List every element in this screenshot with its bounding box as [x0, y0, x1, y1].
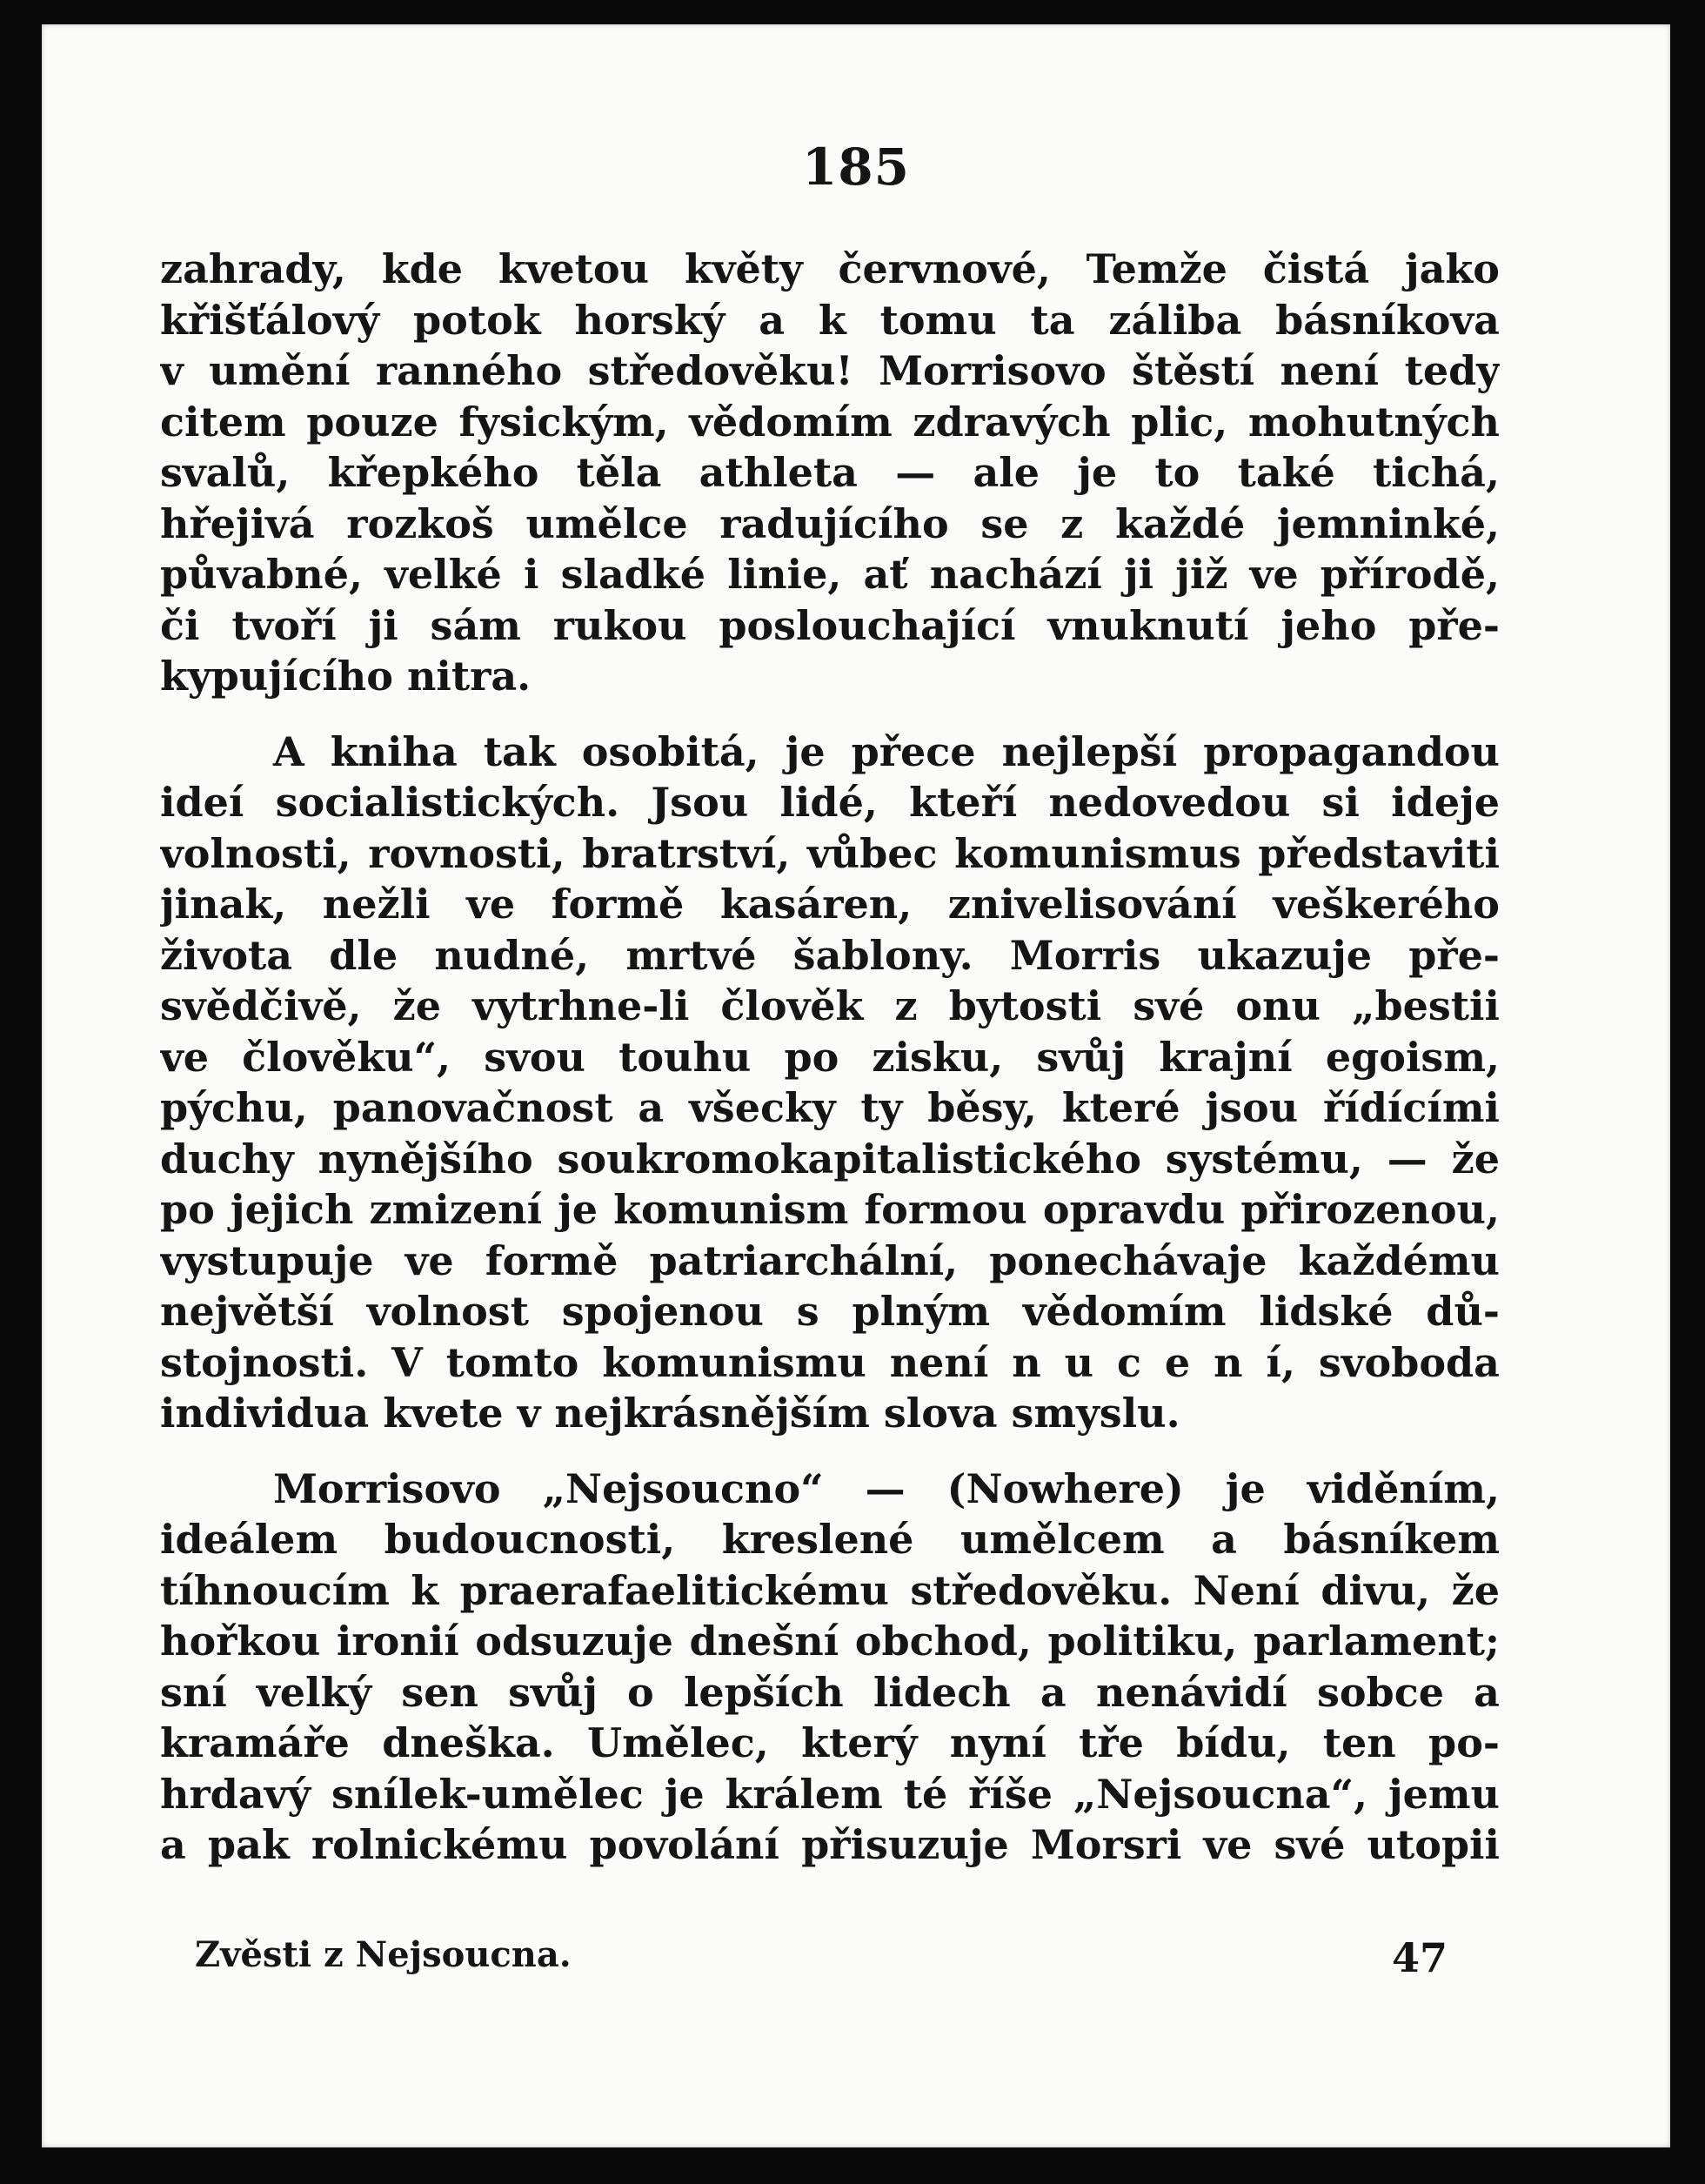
- text-line: individua kvete v nejkrásnějším slova smyslu.: [160, 1390, 1180, 1437]
- text-line: svalů, křepkého těla athleta — ale je to také tichá,: [160, 449, 1500, 496]
- text-line: hořkou ironií odsuzuje dnešní obchod, politiku, parlament;: [160, 1618, 1500, 1665]
- text-line: sní velký sen svůj o lepších lidech a nenávidí sobce a: [160, 1668, 1500, 1716]
- signature-mark: Zvěsti z Nejsoucna.: [195, 1934, 572, 1975]
- text-line: jinak, nežli ve formě kasáren, znivelisování veškerého: [160, 881, 1500, 928]
- text-line: největší volnost spojenou s plným vědomím lidské dů-: [160, 1288, 1500, 1335]
- text-line: volnosti, rovnosti, bratrství, vůbec komunismus představiti: [160, 829, 1500, 877]
- text-line: křišťálový potok horský a k tomu ta záliba básníkova: [160, 296, 1500, 344]
- text-line: ve člověku“, svou touhu po zisku, svůj krajní egoism,: [160, 1033, 1500, 1081]
- text-line: půvabné, velké i sladké linie, ať nachází ji již ve přírodě,: [160, 551, 1500, 598]
- paragraph: [160, 1464, 1500, 1871]
- text-line: svědčivě, že vytrhne-li člověk z bytosti své onu „bestii: [160, 982, 1500, 1029]
- text-line: v umění ranného středověku! Morrisovo štěstí není tedy: [160, 347, 1500, 394]
- text-line: hrdavý snílek-umělec je králem té říše „Nejsoucna“, jemu: [160, 1770, 1500, 1818]
- text-line: ideálem budoucnosti, kreslené umělcem a básníkem: [160, 1516, 1500, 1563]
- page-number: 185: [801, 137, 911, 197]
- text-line: a pak rolnickému povolání přisuzuje Morsri ve své utopii: [160, 1821, 1500, 1868]
- text-block: [160, 244, 1500, 1871]
- text-line: ideí socialistických. Jsou lidé, kteří nedovedou si ideje: [160, 779, 1500, 826]
- text-line: života dle nudné, mrtvé šablony. Morris ukazuje pře-: [160, 931, 1500, 979]
- text-line: tíhnoucím k praerafaelitickému středověku. Není divu, že: [160, 1566, 1500, 1614]
- text-line: citem pouze fysickým, vědomím zdravých plic, mohutných: [160, 398, 1500, 446]
- book-page: [42, 24, 1670, 2147]
- text-line: či tvoří ji sám rukou poslouchající vnuknutí jeho pře-: [160, 601, 1500, 649]
- text-line: vystupuje ve formě patriarchální, ponechávaje každému: [160, 1236, 1500, 1284]
- text-line: kypujícího nitra.: [160, 653, 532, 700]
- paragraph: [160, 727, 1500, 1439]
- text-line: kramáře dneška. Umělec, který nyní tře bídu, ten po-: [160, 1719, 1500, 1766]
- paragraph: [160, 244, 1500, 702]
- text-line: hřejivá rozkoš umělce radujícího se z každé jemninké,: [160, 499, 1500, 547]
- text-line: pýchu, panovačnost a všecky ty běsy, které jsou řídícími: [160, 1084, 1500, 1131]
- text-line: po jejich zmizení je komunism formou opravdu přirozenou,: [160, 1186, 1500, 1233]
- text-line: A kniha tak osobitá, je přece nejlepší propagandou: [273, 727, 1500, 775]
- page-footer: [195, 1934, 1448, 1986]
- signature-number: 47: [1391, 1934, 1448, 1981]
- text-line: Morrisovo „Nejsoucno“ — (Nowhere) je viděním,: [273, 1464, 1500, 1512]
- text-line: stojnosti. V tomto komunismu není n u c e n í, svoboda: [160, 1338, 1500, 1386]
- text-line: duchy nynějšího soukromokapitalistického systému, — že: [160, 1135, 1500, 1182]
- text-line: zahrady, kde kvetou květy červnové, Temže čistá jako: [160, 245, 1500, 292]
